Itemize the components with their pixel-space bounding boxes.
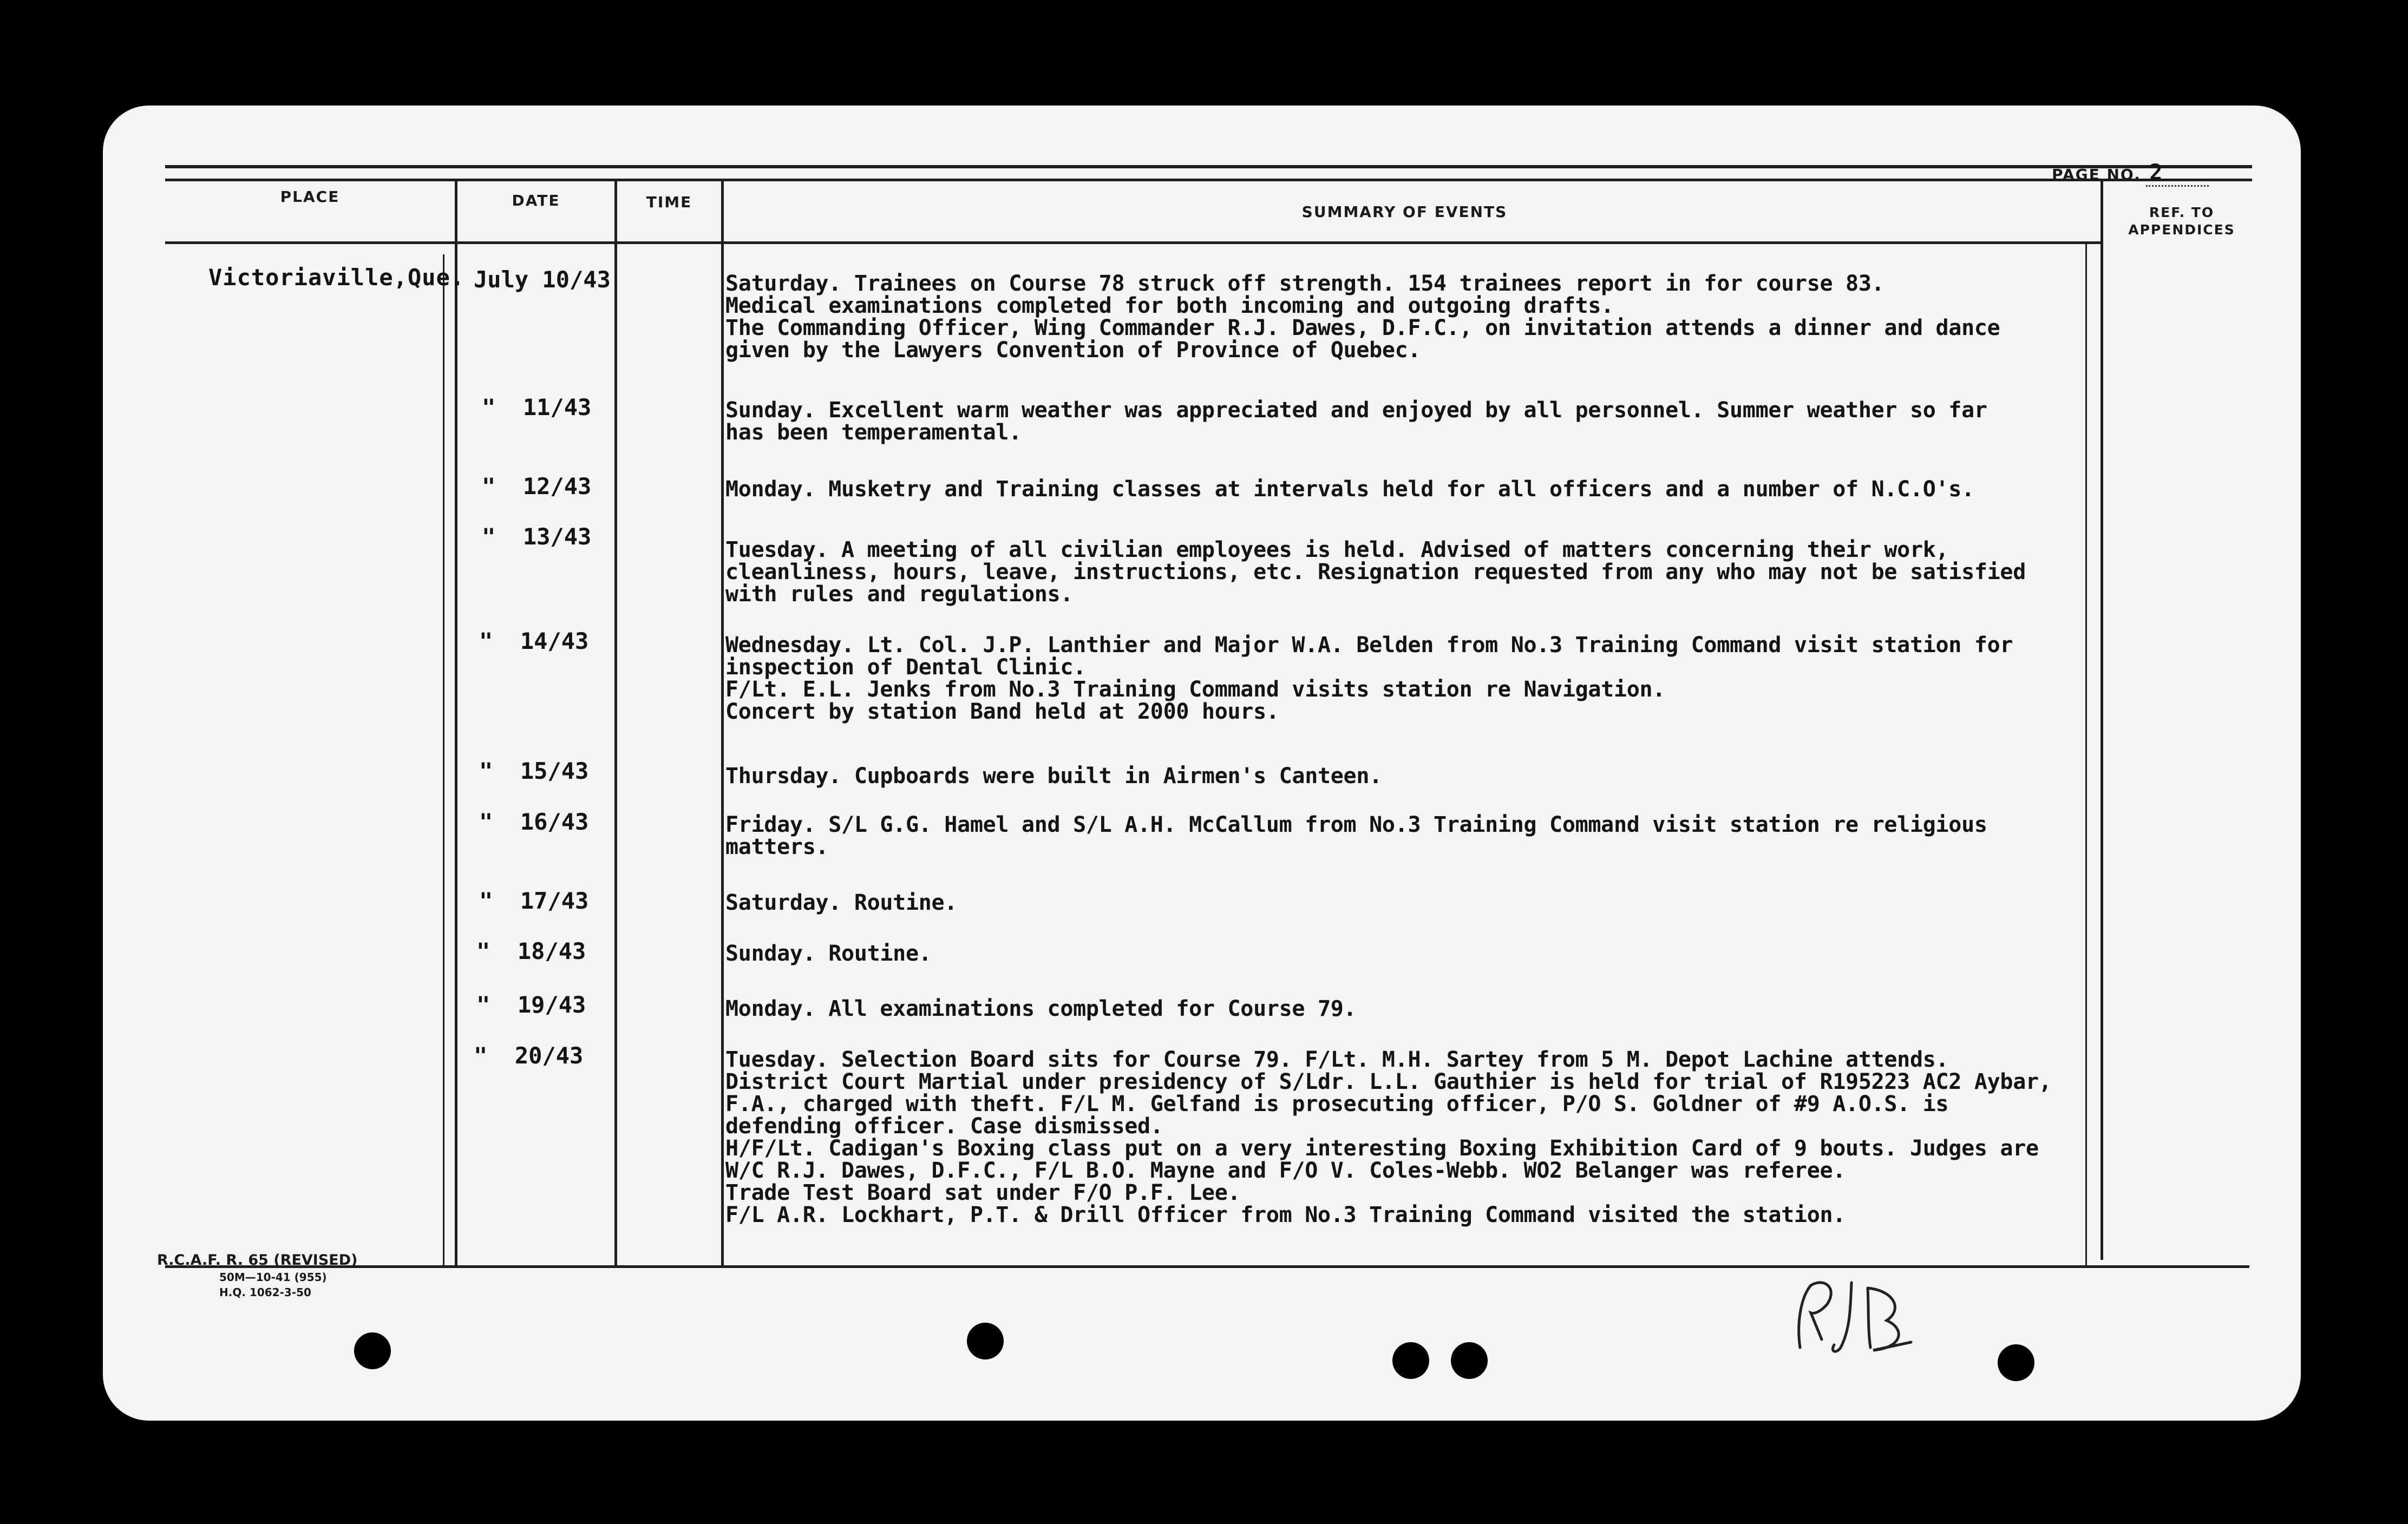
entry-summary	[725, 478, 2046, 501]
entry-summary	[725, 943, 2046, 965]
form-print-run: 50M—10-41 (955)	[219, 1271, 327, 1284]
page-number	[2052, 160, 2209, 187]
header-time: TIME	[646, 193, 692, 211]
entry-date: " 15/43	[479, 758, 589, 784]
summary-line: Monday. Musketry and Training classes at intervals held for all officers and a number of N.C.O's.	[725, 477, 1974, 502]
place-text: Victoriaville,Que.	[208, 264, 465, 291]
summary-line: F.A., charged with theft. F/L M. Gelfand is prosecuting officer, P/O S. Goldner of #9 A.O.S. is	[725, 1092, 1949, 1116]
place-inner-line	[443, 254, 444, 1265]
signature-stroke	[1868, 1288, 1911, 1350]
summary-line: cleanliness, hours, leave, instructions, etc. Resignation requested from any who may not be satisfied	[725, 560, 2026, 584]
entry-date: " 16/43	[479, 809, 589, 835]
summary-line: Sunday. Excellent warm weather was appreciated and enjoyed by all personnel. Summer weather so far	[725, 398, 1987, 423]
summary-line: H/F/Lt. Cadigan's Boxing class put on a very interesting Boxing Exhibition Card of 9 bouts. Judges are	[725, 1136, 2039, 1161]
entry-summary	[725, 634, 2046, 723]
entry-date: " 19/43	[476, 991, 586, 1018]
punch-hole	[354, 1332, 391, 1369]
summary-inner-right-line	[2085, 241, 2087, 1265]
summary-line: Sunday. Routine.	[725, 941, 932, 966]
punch-hole	[1998, 1344, 2034, 1381]
summary-line: F/Lt. E.L. Jenks from No.3 Training Command visits station re Navigation.	[725, 677, 1666, 702]
entry-date: July 10/43	[474, 266, 611, 293]
summary-column-divider	[721, 180, 724, 1265]
entry-date: " 20/43	[474, 1042, 584, 1069]
summary-line: Saturday. Routine.	[725, 890, 958, 915]
entry-date: " 14/43	[479, 628, 589, 654]
summary-line: Saturday. Trainees on Course 78 struck off strength. 154 trainees report in for course 83.	[725, 271, 1884, 296]
summary-line: Friday. S/L G.G. Hamel and S/L A.H. McCallum from No.3 Training Command visit station re religious	[725, 812, 1987, 837]
entry-summary	[725, 399, 2046, 444]
header-place: PLACE	[280, 188, 340, 206]
summary-line: Tuesday. Selection Board sits for Course 79. F/Lt. M.H. Sartey from 5 M. Depot Lachine attends.	[725, 1047, 1949, 1072]
date-column-divider	[455, 180, 457, 1265]
page-no-value: 2	[2146, 160, 2209, 187]
entry-summary	[725, 539, 2046, 606]
summary-line: defending officer. Case dismissed.	[725, 1114, 1163, 1139]
top-rule	[165, 165, 2252, 168]
punch-hole	[1392, 1342, 1429, 1379]
summary-line: with rules and regulations.	[725, 582, 1074, 607]
summary-line: inspection of Dental Clinic.	[725, 655, 1086, 680]
summary-line: F/L A.R. Lockhart, P.T. & Drill Officer from No.3 Training Command visited the station.	[725, 1203, 1846, 1227]
summary-line: Thursday. Cupboards were built in Airmen's Canteen.	[725, 764, 1382, 789]
summary-line: Trade Test Board sat under F/O P.F. Lee.	[725, 1180, 1241, 1205]
entry-date: " 13/43	[482, 523, 592, 550]
bottom-rule	[165, 1265, 2249, 1268]
header-ref-line1: REF. TO	[2149, 205, 2215, 220]
entry-date: " 11/43	[482, 394, 592, 421]
entry-date: " 18/43	[476, 938, 586, 964]
ref-column-divider	[2101, 180, 2103, 1260]
page-no-label: PAGE NO.	[2052, 166, 2141, 183]
summary-line: Concert by station Band held at 2000 hours.	[725, 699, 1279, 724]
summary-line: Wednesday. Lt. Col. J.P. Lanthier and Major W.A. Belden from No.3 Training Command visit station for	[725, 633, 2013, 658]
summary-line: The Commanding Officer, Wing Commander R.J. Dawes, D.F.C., on invitation attends a dinner and dance	[725, 316, 2000, 340]
entry-date: " 12/43	[482, 473, 592, 500]
header-date: DATE	[512, 192, 560, 209]
signature	[1787, 1266, 1916, 1364]
form-number: R.C.A.F. R. 65 (REVISED)	[157, 1252, 358, 1269]
summary-line: District Court Martial under presidency of S/Ldr. L.L. Gauthier is held for trial of R195223 AC2 Aybar,	[725, 1069, 2052, 1094]
entry-summary	[725, 814, 2046, 858]
entry-summary	[725, 1047, 2052, 1227]
header-top-rule	[165, 179, 2252, 181]
summary-line: given by the Lawyers Convention of Province of Quebec.	[725, 338, 1421, 363]
summary-line: W/C R.J. Dawes, D.F.C., F/L B.O. Mayne and F/O V. Coles-Webb. WO2 Belanger was referee.	[725, 1158, 1846, 1183]
entry-summary	[725, 892, 2046, 914]
form-hq-ref: H.Q. 1062-3-50	[219, 1286, 311, 1299]
signature-stroke	[1799, 1283, 1831, 1348]
punch-hole	[1451, 1342, 1488, 1379]
entry-summary	[725, 765, 2046, 787]
summary-line: Monday. All examinations completed for Course 79.	[725, 996, 1357, 1021]
entry-summary	[725, 273, 2046, 362]
header-ref-line2: APPENDICES	[2128, 222, 2235, 238]
summary-line: has been temperamental.	[725, 420, 1022, 445]
entry-summary	[725, 998, 2046, 1020]
punch-hole	[967, 1323, 1004, 1359]
entry-date: " 17/43	[479, 888, 589, 914]
summary-line: Tuesday. A meeting of all civilian employees is held. Advised of matters concerning their work,	[725, 537, 1949, 562]
header-summary: SUMMARY OF EVENTS	[1301, 203, 1508, 221]
signature-stroke	[1833, 1283, 1851, 1351]
summary-line: matters.	[725, 835, 829, 859]
summary-line: Medical examinations completed for both incoming and outgoing drafts.	[725, 293, 1614, 318]
time-column-divider	[614, 180, 617, 1265]
